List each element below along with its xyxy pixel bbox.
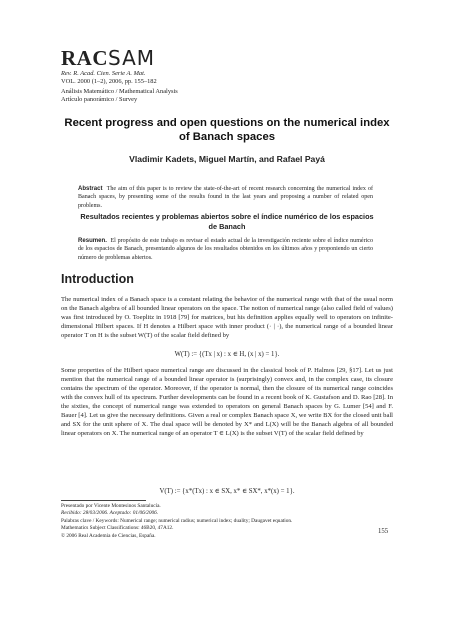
resumen-text: El propósito de este trabajo es revisar el estado actual de la investigación reciente sobre el índice numérico de los espacios de Banach, presentando algunos de los resultados obtenidos en los últimos años y proponiendo un cierto número de problemas abiertos.: [78, 238, 373, 261]
paper-authors: Vladimir Kadets, Miguel Martín, and Rafael Payá: [129, 154, 325, 164]
paragraph-text: The numerical index of a Banach space is a constant relating the behavior of the numerical range with that of the usual norm on the Banach algebra of all bounded linear operators on the space. The notion of numerical range (also called field of values) was first introduced by O. Toeplitz in 1918 [79] for matrices, but his definition applies equally well to operators on infinite-dimensional Hilbert spaces. If H denotes a Hilbert space with inner product (· | ·), the numerical range of a bounded linear operator T on H is the subset W(T) of the scalar field defined by: [61, 296, 393, 339]
resumen: [78, 237, 373, 262]
footnote-dates: Recibido: 28/03/2006. Aceptado: 01/06/2006.: [61, 510, 159, 517]
intro-paragraph-1: [61, 296, 393, 341]
spanish-title: Resultados recientes y problemas abiertos sobre el índice numérico de los espacios de Banach: [80, 212, 374, 231]
footnote-copyright: © 2006 Real Academia de Ciencias, España.: [61, 532, 156, 539]
article-type: Artículo panorámico / Survey: [61, 96, 138, 103]
logo-rac: RAC: [61, 46, 108, 70]
footnote-keywords: Palabras clave / Keywords: Numerical range; numerical radius; numerical index; duality; Daugavet equation.: [61, 517, 293, 524]
journal-logo: [61, 46, 155, 71]
formula-vt: V(T) := {x*(Tx) : x ∈ SX, x* ∈ SX*, x*(x) = 1}.: [159, 488, 295, 495]
logo-sam: SAM: [108, 46, 156, 70]
resumen-label: Resumen.: [78, 238, 107, 244]
abstract-label: Abstract: [78, 186, 103, 192]
intro-paragraph-2: [61, 367, 393, 439]
page-number: 155: [378, 528, 389, 535]
journal-name: Rev. R. Acad. Cien. Serie A. Mat.: [61, 70, 146, 77]
journal-volume: VOL. 2000 (1–2), 2006, pp. 155–182: [61, 78, 157, 85]
footnotes: [61, 503, 292, 540]
section-title: Introduction: [61, 272, 134, 286]
paper-title: Recent progress and open questions on the numerical index of Banach spaces: [64, 117, 390, 143]
footnote-presenter: Presentado por Vicente Montesinos Santalucía.: [61, 503, 161, 509]
abstract-text: The aim of this paper is to review the state-of-the-art of recent research concerning the numerical index of Banach spaces, by presenting some of the results found in the last years and proposing a number of related open problems.: [78, 186, 373, 209]
journal-area: Análisis Matemático / Mathematical Analysis: [61, 88, 178, 95]
formula-wt: W(T) := {(Tx | x) : x ∈ H, (x | x) = 1}.: [174, 351, 280, 358]
abstract: [78, 185, 373, 210]
footnote-msc: Mathematics Subject Classifications: 46B20, 47A12.: [61, 525, 174, 532]
footnote-rule: [61, 500, 146, 501]
paragraph-text: Some properties of the Hilbert space numerical range are discussed in the classical book of P. Halmos [29, §17]. Let us just mention that the numerical range of a bounded linear operator is (surprisingly) convex and, in the complex case, its closure contains the spectrum of the operator. Moreover, if the operator is normal, then the closure of its numerical range coincides with the convex hull of its spectrum. Further developments can be found in a recent book of K. Gustafson and D. Rao [28]. In the sixties, the concept of numerical range was extended to operators on general Banach spaces by G. Lumer [54] and F. Bauer [4]. Let us give the necessary definitions. Given a real or complex Banach space X, we write BX for the closed unit ball and SX for the unit sphere of X. The dual space will be denoted by X* and L(X) will be the Banach algebra of all bounded linear operators on X. The numerical range of an operator T ∈ L(X) is the subset V(T) of the scalar field defined by: [61, 367, 393, 437]
